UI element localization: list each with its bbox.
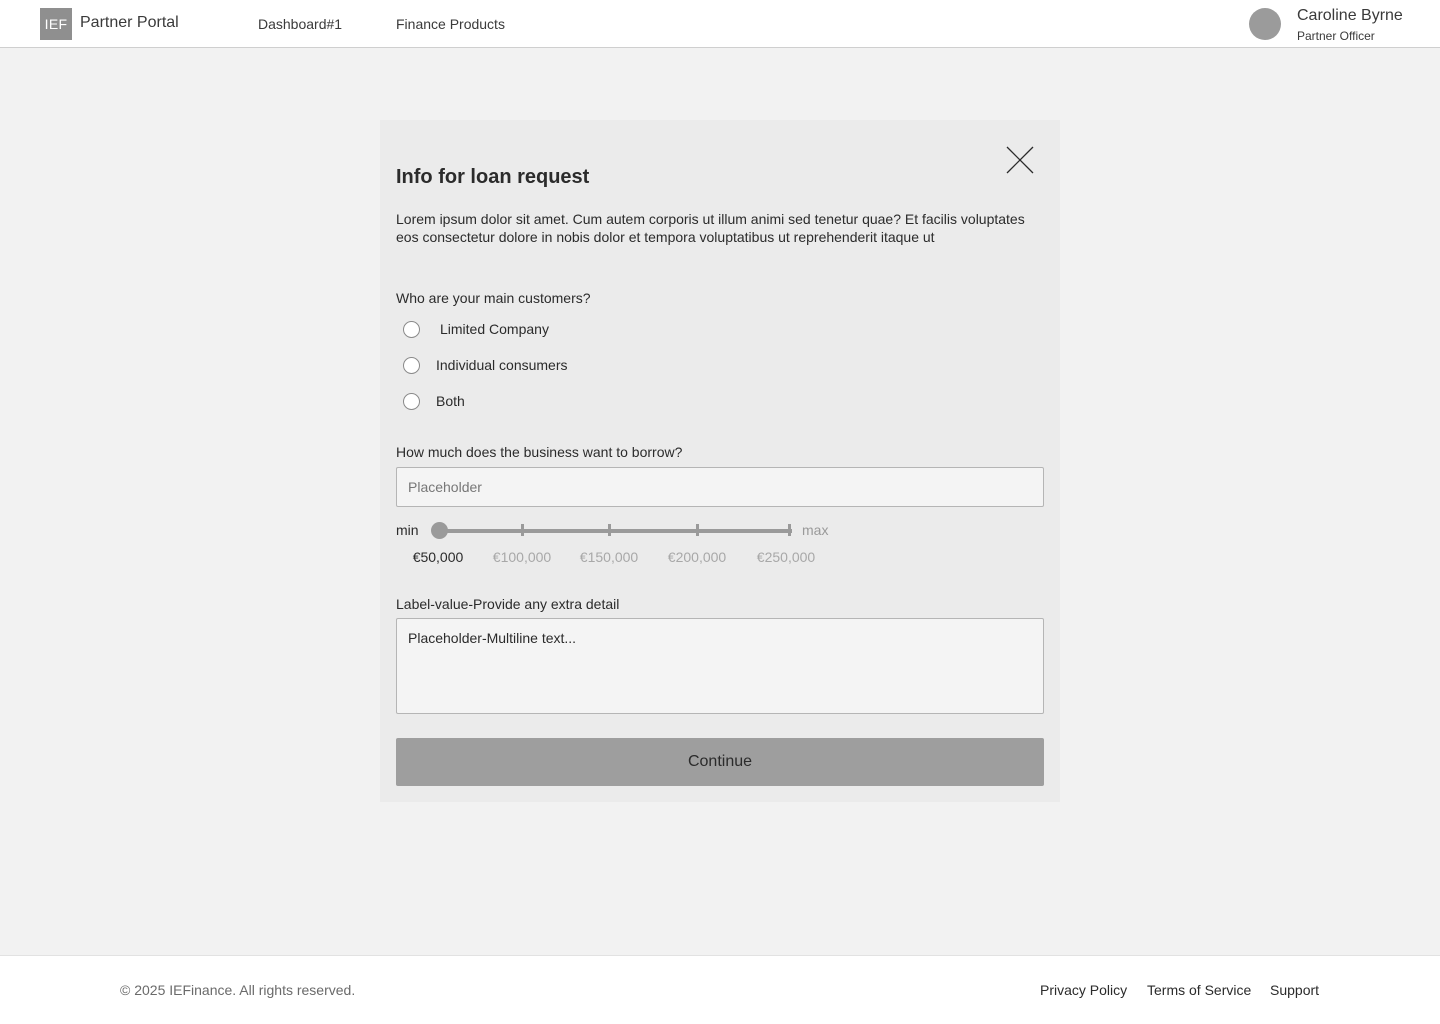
top-navigation-bar: [0, 0, 1440, 48]
slider-value-50000[interactable]: €50,000: [412, 549, 464, 565]
slider-thumb[interactable]: [431, 522, 448, 539]
radio-button[interactable]: [403, 321, 420, 338]
app-title: Partner Portal: [80, 14, 179, 31]
nav-link-dashboard[interactable]: Dashboard#1: [258, 16, 343, 32]
footer-link-support[interactable]: Support: [1270, 982, 1320, 998]
footer-link-privacy-policy[interactable]: Privacy Policy: [1040, 982, 1128, 998]
slider-tick: [521, 524, 524, 536]
slider-tick: [696, 524, 699, 536]
footer-link-terms-of-service[interactable]: Terms of Service: [1147, 982, 1252, 998]
slider-value-100000[interactable]: €100,000: [492, 549, 552, 565]
radio-button[interactable]: [403, 393, 420, 410]
extra-detail-textarea[interactable]: [396, 618, 1044, 714]
slider-value-200000[interactable]: €200,000: [667, 549, 727, 565]
footer-copyright: © 2025 IEFinance. All rights reserved.: [120, 982, 356, 998]
radio-label[interactable]: Individual consumers: [436, 357, 568, 373]
user-avatar[interactable]: [1249, 8, 1281, 40]
radio-option-individual-consumers[interactable]: [403, 356, 568, 374]
radio-option-limited-company[interactable]: [403, 320, 549, 338]
app-logo[interactable]: IEF: [40, 8, 72, 40]
extra-detail-label: Label-value-Provide any extra detail: [396, 596, 620, 612]
user-name: Caroline Byrne: [1297, 7, 1403, 24]
radio-button[interactable]: [403, 357, 420, 374]
borrow-amount-slider-track[interactable]: [440, 529, 792, 533]
user-role: Partner Officer: [1297, 29, 1375, 43]
slider-min-label: min: [396, 522, 419, 538]
slider-value-150000[interactable]: €150,000: [579, 549, 639, 565]
radio-label[interactable]: Both: [436, 393, 465, 409]
customers-question: Who are your main customers?: [396, 290, 591, 306]
slider-tick: [788, 524, 791, 536]
slider-max-label: max: [802, 522, 829, 538]
continue-button[interactable]: Continue: [396, 738, 1044, 786]
radio-option-both[interactable]: [403, 392, 465, 410]
modal-title: Info for loan request: [396, 166, 590, 188]
modal-description: Lorem ipsum dolor sit amet. Cum autem corporis ut illum animi sed tenetur quae? Et facilis voluptates eos consectetur dolore in nobis dolor et tempora voluptatibus ut reprehenderit itaque ut: [396, 211, 1025, 245]
slider-tick: [608, 524, 611, 536]
nav-link-finance-products[interactable]: Finance Products: [396, 16, 505, 32]
radio-label[interactable]: Limited Company: [440, 321, 549, 337]
slider-value-250000[interactable]: €250,000: [756, 549, 816, 565]
close-icon[interactable]: [1006, 146, 1034, 174]
borrow-amount-input[interactable]: [396, 467, 1044, 507]
borrow-question: How much does the business want to borrow?: [396, 444, 683, 460]
